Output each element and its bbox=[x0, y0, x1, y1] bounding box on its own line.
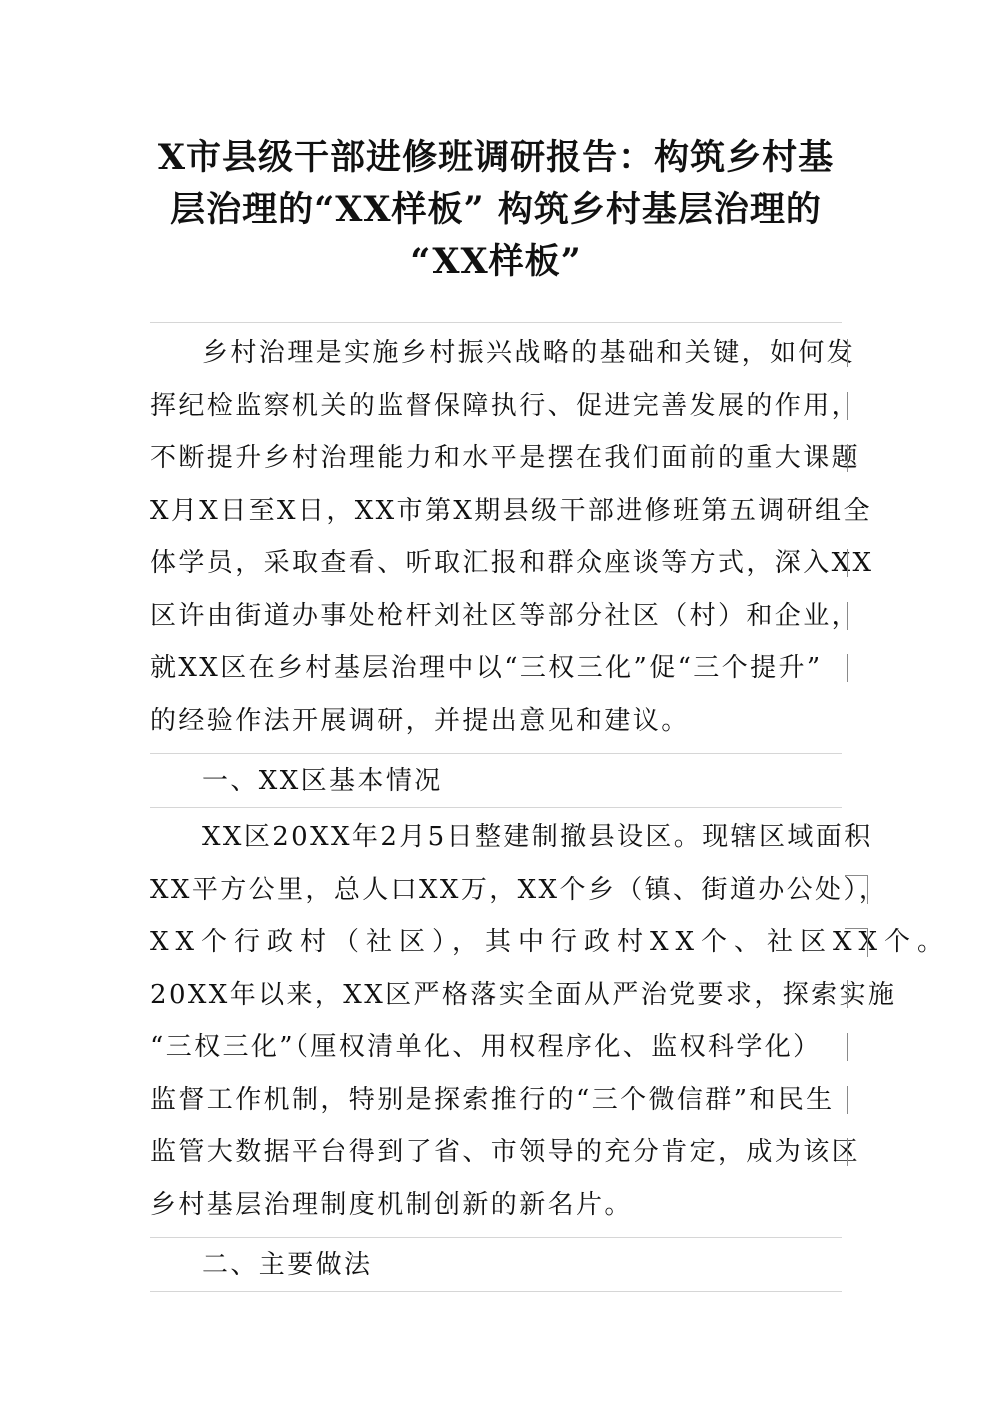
text-line: 体学员，采取查看、听取汇报和群众座谈等方式，深入XX bbox=[150, 548, 874, 578]
text-line: “三权三化”（厘权清单化、用权程序化、监权科学化） bbox=[150, 1032, 822, 1062]
title-line: X市县级干部进修班调研报告：构筑乡村基 bbox=[157, 137, 835, 178]
divider bbox=[150, 1291, 842, 1292]
margin-mark bbox=[847, 1086, 848, 1114]
text-line: 不断提升乡村治理能力和水平是摆在我们面前的重大课题 bbox=[150, 443, 861, 473]
divider bbox=[150, 807, 842, 808]
margin-mark bbox=[845, 928, 868, 957]
divider bbox=[150, 322, 842, 323]
margin-mark bbox=[847, 654, 848, 682]
document-title bbox=[140, 132, 852, 288]
margin-mark bbox=[847, 1033, 848, 1061]
text-line: XX区20XX年2月5日整建制撤县设区。现辖区域面积 bbox=[202, 822, 873, 852]
document-body bbox=[150, 322, 951, 1292]
margin-mark bbox=[847, 980, 848, 1008]
text-line: XX平方公里，总人口XX万，XX个乡（镇、街道办公处）， bbox=[150, 874, 888, 905]
margin-mark bbox=[847, 339, 848, 367]
margin-mark bbox=[847, 602, 848, 630]
margin-mark bbox=[847, 1138, 848, 1166]
text-line: 的经验作法开展调研，并提出意见和建议。 bbox=[150, 705, 690, 736]
text-line: 乡村治理是实施乡村振兴战略的基础和关键，如何发 bbox=[202, 338, 856, 368]
margin-mark bbox=[845, 875, 868, 904]
section-heading-1: 一、XX区基本情况 bbox=[202, 766, 443, 796]
margin-mark bbox=[847, 549, 848, 577]
margin-mark bbox=[847, 392, 848, 420]
title-line: 层治理的“XX样板” 构筑乡村基层治理的 bbox=[170, 189, 822, 230]
paragraph-intro bbox=[150, 327, 874, 747]
section-heading-2: 二、主要做法 bbox=[202, 1250, 373, 1280]
text-line: 区许由街道办事处枪杆刘社区等部分社区（村）和企业， bbox=[150, 600, 861, 631]
text-line: XX个行政村（社区），其中行政村XX个、社区XX个。 bbox=[150, 927, 951, 957]
title-line: “XX样板” bbox=[410, 241, 582, 282]
margin-mark bbox=[847, 444, 848, 472]
text-line: 监管大数据平台得到了省、市领导的充分肯定，成为该区 bbox=[150, 1137, 861, 1167]
divider bbox=[150, 753, 842, 754]
text-line: 监督工作机制，特别是探索推行的“三个微信群”和民生 bbox=[150, 1084, 835, 1115]
text-line: X月X日至X日，XX市第X期县级干部进修班第五调研组全 bbox=[150, 495, 872, 526]
text-line: 挥纪检监察机关的监督保障执行、促进完善发展的作用， bbox=[150, 390, 861, 421]
text-line: 就XX区在乡村基层治理中以“三权三化”促“三个提升” bbox=[150, 653, 823, 683]
text-line: 20XX年以来，XX区严格落实全面从严治党要求，探索实施 bbox=[150, 979, 897, 1010]
paragraph-overview bbox=[150, 811, 951, 1231]
divider bbox=[150, 1237, 842, 1238]
text-line: 乡村基层治理制度机制创新的新名片。 bbox=[150, 1189, 633, 1220]
